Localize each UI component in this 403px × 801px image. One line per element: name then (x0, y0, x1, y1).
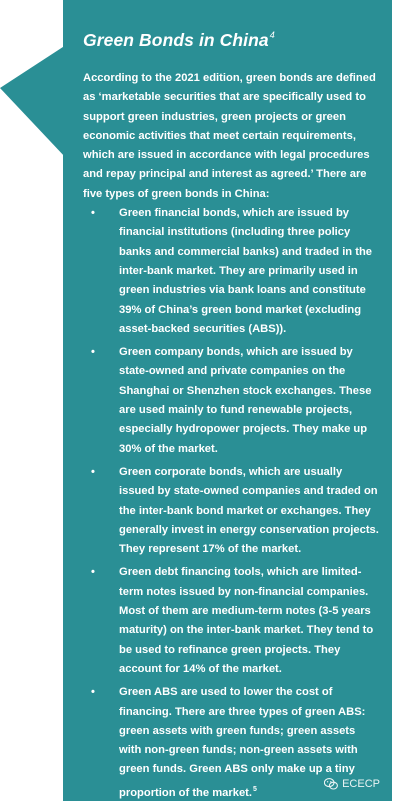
list-item-text: Green corporate bonds, which are usually issued by state-owned companies and traded on the inter-bank bond market or exchanges. They generally invest in energy conservation projects. They represent 17% of the market. (119, 465, 379, 556)
footnote-ref: 5 (253, 785, 257, 793)
list-item (77, 463, 380, 559)
panel-title-text: Green Bonds in China (83, 30, 269, 50)
bullet-icon: • (91, 346, 95, 359)
panel-title (83, 24, 380, 51)
wechat-icon (324, 778, 338, 790)
intro-paragraph: According to the 2021 edition, green bonds are defined as ‘marketable securities that are specifically used to support green industries, green projects or green economic activities that meet certain requirements, which are issued in accordance with legal procedures and repay principal and interest as agreed.’ There are five types of green bonds in China: (83, 72, 376, 200)
list-item (77, 343, 380, 459)
list-item-text: Green company bonds, which are issued by state-owned and private companies on the Shanghai or Shenzhen stock exchanges. These are used mainly to fund renewable projects, especially hydropower projects. They make up 30% of the market. (119, 346, 372, 455)
title-footnote-ref: 4 (269, 30, 275, 40)
bullet-icon: • (91, 465, 95, 478)
bullet-icon: • (91, 566, 95, 579)
ececp-watermark (324, 778, 380, 790)
list-item-text: Green financial bonds, which are issued by financial institutions (including three policy banks and commercial banks) and traded in the inter-bank market. They are primarily used in green industries via bank loans and constitute 39% of China’s green bond market (excluding asset-backed securities (ABS)). (119, 207, 373, 335)
watermark-label: ECECP (342, 778, 380, 790)
list-item-text: Green debt financing tools, which are limited-term notes issued by non-financial companies. Most of them are medium-term notes (3-5 years maturity) on the inter-bank market. They tend to be used to refinance green projects. They account for 14% of the market. (119, 566, 374, 675)
list-item (77, 563, 380, 679)
green-bonds-panel (63, 0, 392, 801)
bond-types-list (77, 204, 380, 801)
list-item (77, 204, 380, 339)
list-item-text: Green ABS are used to lower the cost of financing. There are three types of green ABS: green assets with green funds; green assets with non-green funds; non-green assets with green funds. Green ABS only make up a tiny proportion of the market. (119, 686, 366, 799)
bullet-icon: • (91, 207, 95, 220)
bullet-icon: • (91, 686, 95, 699)
